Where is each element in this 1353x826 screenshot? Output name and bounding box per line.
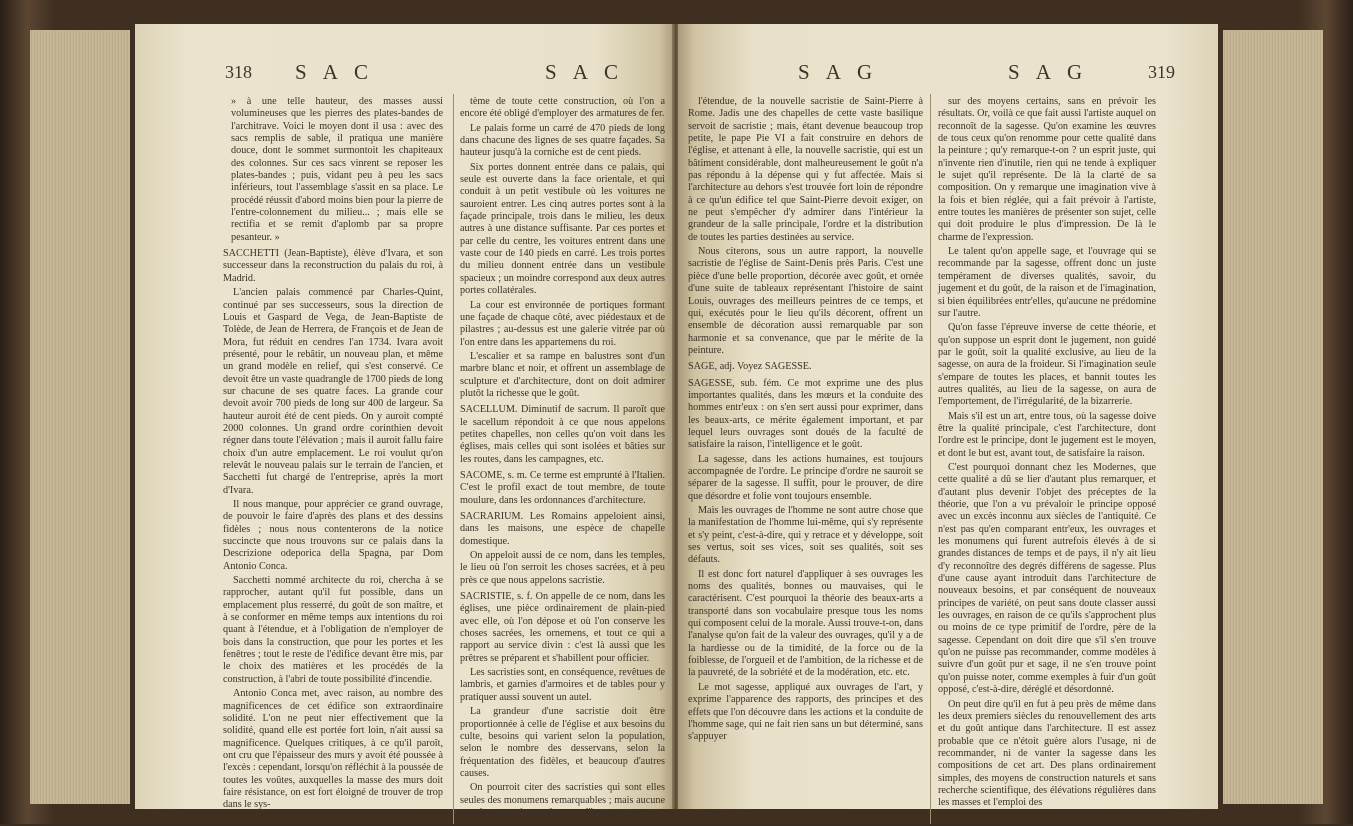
paragraph: Nous citerons, sous un autre rapport, la nouvelle sacristie de l'église de Saint-Denis près Paris. C'est une pièce d'une belle proportion, décorée avec goût, et ornée d'une suite de tableaux représentant l'histoire de saint Louis, ouvrages des meilleurs peintres de ce temps, et qui, exécutés pour le lieu qu'ils décorent, offrent un ensemble de décoration aussi remarquable par son harmonie et sa convenance, que par le mérite de la peinture. — [688, 246, 923, 356]
paragraph: SACRARIUM. Les Romains appeloient ainsi, dans les maisons, une espèce de chapelle domestique. — [460, 511, 665, 547]
left-page-number: 318 — [225, 62, 252, 82]
paragraph: Qu'on fasse l'épreuve inverse de cette théorie, et qu'on suppose un esprit dont le jugement, non guidé par le goût, soit la qualité exclusive, au lieu de la sagesse, on aura de la froideur. Si l'imagination seule s'empare de toutes les places, et bannit toutes les autres qualités, au lieu de la sagesse, on aura de l'emportement, de l'irrégularité, de la bizarrerie. — [938, 322, 1156, 408]
paragraph: On pourroit citer des sacristies qui sont elles seules des monumens remarquables ; mais aucune certainement n'approche, pour l'importance et — [460, 782, 665, 818]
page-edges-right — [1223, 30, 1323, 804]
paragraph: L'ancien palais commencé par Charles-Quint, continué par ses successeurs, sous la direction de Louis et Gaspard de Vega, de Jean-Baptiste de Tolède, de Jean de Herrera, de François et de Jean de Mora, fut réduit en cendres l'an 1734. Ivara avoit présenté, pour le rebâtir, un nouveau plan, et même un grand modèle en relief, qui s'est conservé. Ce devoit être un vaste quadrangle de 1700 pieds de long sur chacune de ses quatre faces. La grande cour devoit avoir 700 pieds de long sur 400 de largeur. Sa hauteur auroit été de cent pieds. On y auroit compté 2000 colonnes. Un grand ordre corinthien devoit régner dans toute l'élévation ; mais il auroit fallu faire choix d'un autre emplacement. Le roi voulut qu'on relevât le nouveau palais sur le terrain de l'ancien, et Sacchetti fut chargé de l'entreprise, après la mort d'Ivara. — [223, 287, 443, 496]
paragraph: On peut dire qu'il en fut à peu près de même dans les deux premiers siècles du renouvellement des arts et du goût antique dans l'architecture. Il est assez probable que ce n'étoit guère alors l'usage, ni de recommander, ni de vanter la sagesse dans les compositions de cet art. Des plans ordinairement simples, des moyens de construction naturels et sans recherche scientifique, des élévations régulières dans les masses et l'emploi des — [938, 698, 1156, 809]
right-running-head-1: S A G — [798, 60, 879, 84]
right-page — [678, 24, 1218, 809]
right-column-2 — [938, 96, 1156, 826]
paragraph: L'escalier et sa rampe en balustres sont d'un marbre blanc et noir, et offrent un assemblage de sculpture et d'architecture, dont on doit admirer plutôt la richesse que le goût. — [460, 350, 665, 399]
paragraph: Il nous manque, pour apprécier ce grand ouvrage, de pouvoir le faire d'après des plans et des dessins fidèles ; nous nous contenterons de la notice succincte que nous trouvons sur ce palais dans la Descrizione odeporica della Spagna, par Dom Antonio Conca. — [223, 499, 443, 572]
left-running-head-1: S A C — [295, 60, 375, 84]
paragraph: Mais les ouvrages de l'homme ne sont autre chose que la manifestation de l'homme lui-même, qui s'y représente et s'y peint, c'est-à-dire, qui y retrace et y développe, soit ses vertus, soit ses vices, soit ses qualités, soit ses défauts. — [688, 505, 923, 566]
paragraph: SACRISTIE, s. f. On appelle de ce nom, dans les églises, une pièce ordinairement de plain-pied avec elle, où l'on dépose et où l'on conserve les choses sacrées, les ornemens, et tout ce qui a rapport au service divin : c'est là aussi que les prêtres se préparent et s'habillent pour officier. — [460, 591, 665, 664]
paragraph: Sacchetti nommé architecte du roi, chercha à se rapprocher, autant qu'il fut possible, dans un emplacement plus resserré, du goût de son maître, et à se conformer en même temps aux intentions du roi quant à l'étendue, et à l'obligation de n'employer de bois dans la construction, que pour les portes et les fenêtres ; tout le reste de l'édifice devant être mis, par le choix des matières et les procédés de la construction, à l'abri de toute possibilité d'incendie. — [223, 575, 443, 685]
paragraph: SAGE, adj. Voyez SAGESSE. — [688, 361, 812, 373]
paragraph: SACELLUM. Diminutif de sacrum. Il paroît que le sacellum répondoit à ce que nous appelons petites chapelles, non celles qu'on voit dans les églises, mais celles qui sont isolées et bâties sur les routes, dans les campagnes, etc. — [460, 404, 665, 465]
paragraph: Antonio Conca met, avec raison, au nombre des magnificences de cet édifice son extraordinaire solidité. L'on ne peut nier effectivement que la solidité, quand elle est portée fort loin, n'ait aussi sa magnificence. Quelques critiques, à ce qu'il paroît, ont cru que l'épaisseur des murs y avoit été poussée à l'excès : cependant, lorsqu'on réfléchit à la poussée de toutes les voûtes, auxquelles la masse des murs doit faire résistance, on est fort éloigné de trouver de trop dans le sys- — [223, 688, 443, 811]
paragraph: On appeloit aussi de ce nom, dans les temples, le lieu où l'on serroit les choses sacrées, et à peu près ce que nous appelons sacristie. — [460, 550, 665, 586]
paragraph: C'est pourquoi donnant chez les Modernes, que cette qualité a dû se lier d'autant plus remarquer, et d'autant plus devenir l'objet des préceptes de la théorie, que l'on a vu prévaloir le principe opposé avec un excès inconnu aux siècles de l'antiquité. Ce n'est pas qu'en comparant entr'eux, les ouvrages et les monumens qui furent autrefois élevés à de si grandes distances de temps et de pays, il n'y ait lieu d'y reconnoître des degrés différens de sagesse. Plus d'une cause ayant introduit dans l'architecture de nouveaux besoins, et par conséquent de nouveaux principes de variété, on peut sans doute classer aussi les ouvrages, en raison de ce qu'ils s'approchent plus ou moins de ce type primitif de l'ordre, père de la sagesse. Cependant on doit dire que s'il s'en trouve qu'on ne puisse pas recommander, comme modèles à suivre d'un goût pur et sage, il ne s'en trouve point qu'on puisse noter, comme exemples à fuir d'un goût opposé, c'est-à-dire, déréglé et désordonné. — [938, 461, 1156, 696]
paragraph: SACCHETTI (Jean-Baptiste), élève d'Ivara, et son successeur dans la reconstruction du palais du roi, à Madrid. — [223, 248, 443, 284]
paragraph: sur des moyens certains, sans en prévoir les résultats. Or, voilà ce que fait aussi l'artiste auquel on reconnoît de la sagesse. Qu'on examine les œuvres de tous ceux qu'on renomme pour cette qualité dans la peinture ; qu'y remarque-t-on ? un esprit juste, qui n'invente rien d'inutile, rien qui ne tende à expliquer le sujet qu'il représente. De là la clarté de sa composition. On y remarque une imagination vive à la fois et bien réglée, qui a fait prévoir à l'artiste, entre toutes les manières de présenter son sujet, celle qui doit produire le plus d'impression. De là le charme de l'expression. — [938, 96, 1156, 243]
right-column-1 — [688, 96, 923, 826]
paragraph: Les sacristies sont, en conséquence, revêtues de lambris, et garnies d'armoires et de tables pour y pratiquer aussi souvent un autel. — [460, 667, 665, 703]
paragraph: Le palais forme un carré de 470 pieds de long dans chacune des lignes de ses quatre façades. Sa hauteur jusqu'à la corniche est de cent pieds. — [460, 122, 665, 159]
left-column-1 — [223, 96, 443, 826]
page-edges-left — [30, 30, 130, 804]
paragraph: Le mot sagesse, appliqué aux ouvrages de l'art, y exprime l'apparence des rapports, des principes et des effets que l'on découvre dans les actions et la conduite de l'homme sage, qui ne fait rien sans un but déterminé, sans s'appuyer — [688, 681, 923, 743]
left-page — [135, 24, 675, 818]
left-column-2 — [460, 96, 665, 826]
paragraph: SACOME, s. m. Ce terme est emprunté à l'Italien. C'est le profil exact de tout membre, de toute moulure, dans les ordonnances d'architecture. — [460, 469, 665, 506]
paragraph: SAGESSE, sub. fém. Ce mot exprime une des plus importantes qualités, dans les mœurs et la conduite des hommes entr'eux : on s'en sert aussi pour exprimer, dans les beaux-arts, ce mérite également important, et par lequel leurs ouvrages sont doués de la faculté de satisfaire la raison, l'intelligence et le goût. — [688, 377, 923, 451]
paragraph: Il est donc fort naturel d'appliquer à ses ouvrages les noms des qualités, bonnes ou mauvaises, qui le caractérisent. C'est pourquoi la théorie des beaux-arts a transporté dans son vocabulaire presque tous les noms qui composent celui de la morale. Aussi trouve-t-on, dans l'analyse qu'on fait de la valeur des ouvrages, qu'il y a de la hardiesse ou de la timidité, de la force ou de la foiblesse, de l'orgueil et de l'ambition, de la richesse et de la pauvreté, de la sobriété et de la modération, etc. etc. — [688, 568, 923, 679]
paragraph: tème de toute cette construction, où l'on a encore été obligé d'employer des armatures de fer. — [460, 96, 665, 120]
paragraph: Six portes donnent entrée dans ce palais, qui seule est ouverte dans la face orientale, et qui conduit à un petit vestibule où les voitures ne sauroient entrer. Les cinq autres portes sont à la façade principale, trois dans le milieu, les deux autres à une distance suffisante. Par ces portes et par celle du centre, les voitures entrent dans une vaste cour de 140 pieds en carré. Les trois portes du milieu donnent entrée dans un vestibule spacieux ; un moindre correspond aux deux autres portes collatérales. — [460, 161, 665, 297]
right-page-number: 319 — [1148, 62, 1175, 82]
right-running-head-2: S A G — [1008, 60, 1089, 84]
paragraph: La cour est environnée de portiques formant une façade de chaque côté, avec piédestaux et de pilastres ; au-dessus est une galerie vitrée par où l'on entre dans les appartemens du roi. — [460, 299, 665, 348]
paragraph: Le talent qu'on appelle sage, et l'ouvrage qui se recommande par la sagesse, offrent donc un juste tempérament de diverses qualités, savoir, du jugement et du goût, de la raison et de l'imagination, si bien équilibrées entr'elles, qu'aucune ne prédomine sur l'autre. — [938, 246, 1156, 319]
paragraph: Mais s'il est un art, entre tous, où la sagesse doive être la qualité principale, c'est l'architecture, dont l'ordre est le principe, dont le jugement est le moyen, et dont le but est, avant tout, de satisfaire la raison. — [938, 410, 1156, 459]
left-running-head-2: S A C — [545, 60, 625, 84]
paragraph: » à une telle hauteur, des masses aussi volumineuses que les pierres des plates-bandes de l'architrave. Voici le moyen dont il usa : avec des sacs remplis de sable, il pratiqua une manière douce, dont le sommet surmontoit les chapiteaux des colonnes. Sur ces sacs vinrent se reposer les plates-bandes ; puis, vidant peu à peu les sacs inférieurs, tout l'assemblage s'assit en sa place. Le procédé réussit d'abord moins bien pour la pierre de l'entre-colonnement du milieu... ; mais elle se rectifia et se remit d'aplomb par sa propre pesanteur. » — [231, 96, 443, 243]
paragraph: La grandeur d'une sacristie doit être proportionnée à celle de l'église et aux besoins du culte, besoins qui varient selon la population, selon le nombre des desservans, selon la fréquentation des fidèles, et beaucoup d'autres causes. — [460, 706, 665, 779]
left-column-rule — [453, 94, 454, 824]
paragraph: La sagesse, dans les actions humaines, est toujours accompagnée de l'ordre. Le principe d'ordre ne sauroit se séparer de la sagesse. Il suffit, pour le prouver, de dire que désordre et folie vont toujours ensemble. — [688, 453, 923, 502]
right-column-rule — [930, 94, 931, 824]
paragraph: l'étendue, de la nouvelle sacristie de Saint-Pierre à Rome. Jadis une des chapelles de cette vaste basilique servoit de sacristie ; mais, étant devenue beaucoup trop petite, le pape Pie VI a fait construire en dehors de l'église, et attenant à elle, la nouvelle sacristie, qui est un bâtiment considérable, dont malheureusement le goût n'a pas répondu à la dépense qui y fut affectée. Mais si l'architecture au dehors s'est trouvée fort loin de répondre à ce qu'un édifice tel que Saint-Pierre devoit exiger, on ne peut s'empêcher d'y admirer dans l'intérieur la grandeur de la salle principale, l'ordre et la distribution de toutes les parties destinées au service. — [688, 96, 923, 243]
